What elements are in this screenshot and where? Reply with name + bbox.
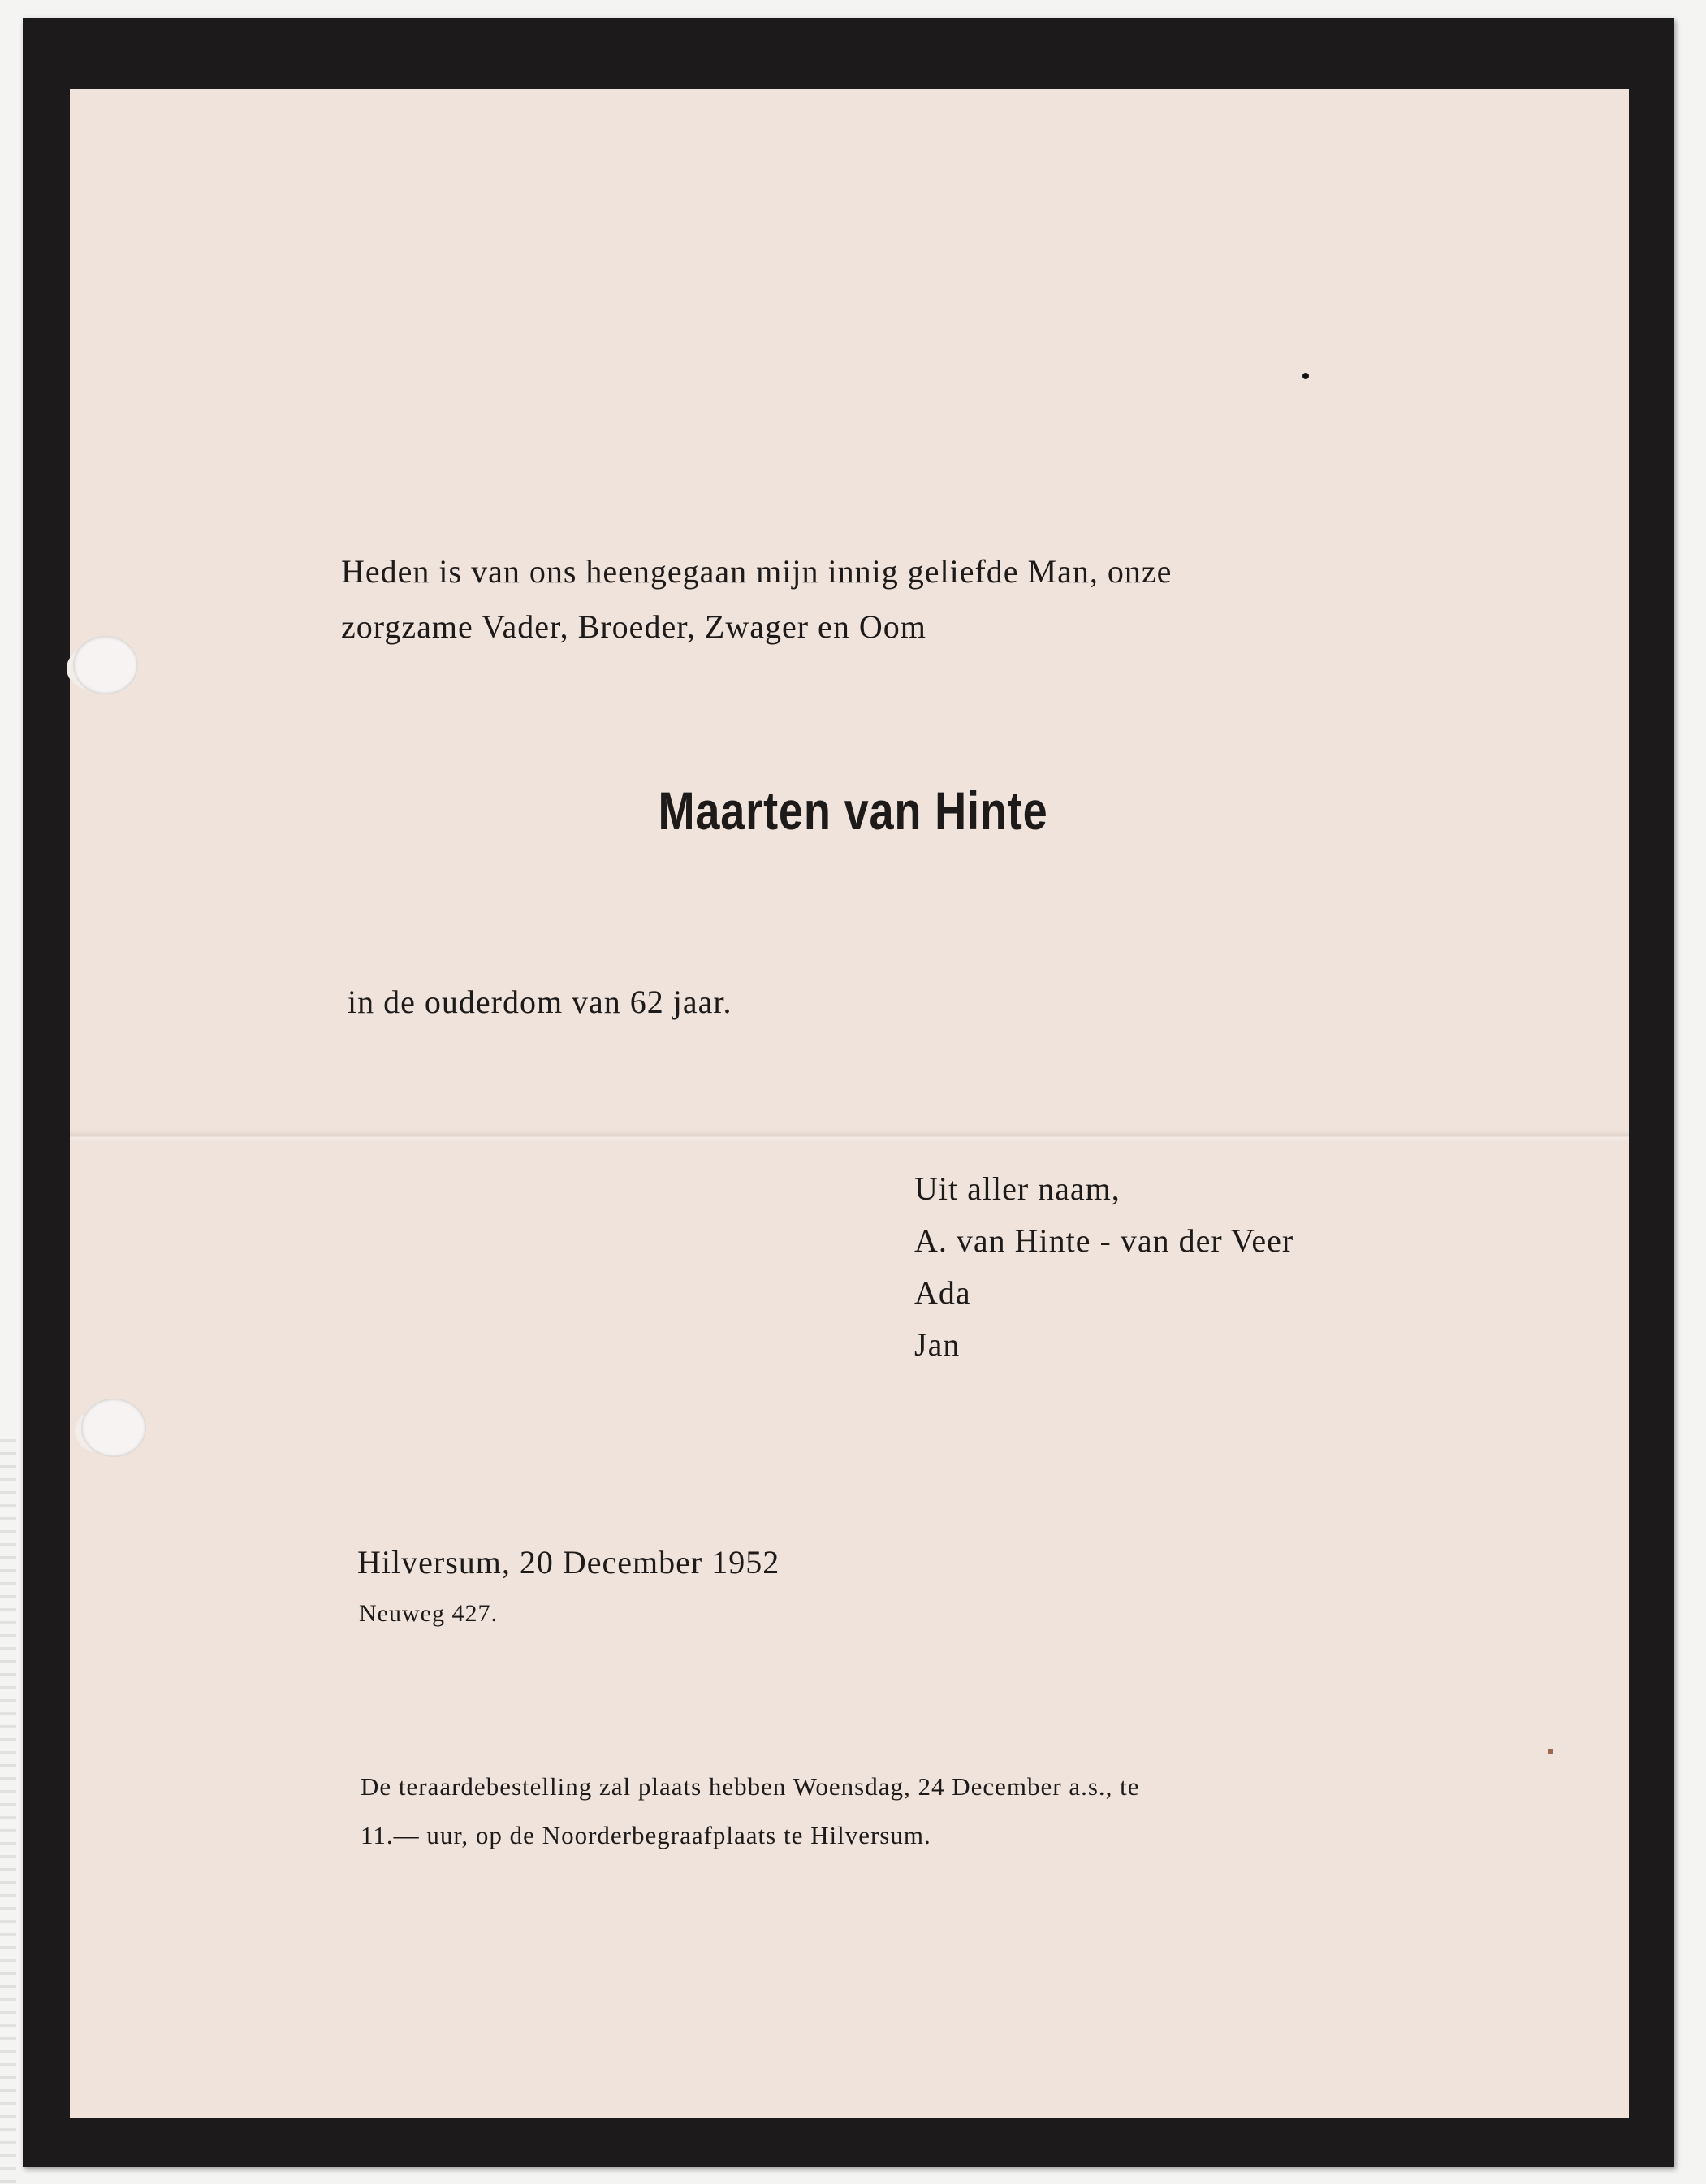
home-address: Neuweg 427.: [359, 1600, 498, 1627]
burial-line-2: 11.— uur, op de Noorderbegraafplaats te Hilversum.: [361, 1821, 931, 1849]
signature-heading: Uit aller naam,: [914, 1170, 1121, 1207]
deceased-name: Maarten van Hinte: [658, 781, 1048, 841]
signatory-name: Ada: [914, 1274, 971, 1311]
intro-line-2: zorgzame Vader, Broeder, Zwager en Oom: [341, 608, 926, 645]
announcement-intro: [341, 544, 1172, 655]
signatory-name: Jan: [914, 1326, 961, 1363]
punch-hole-top: [73, 636, 138, 694]
punch-hole-bottom: [81, 1399, 146, 1457]
burial-line-1: De teraardebestelling zal plaats hebben Woensdag, 24 December a.s., te: [361, 1772, 1140, 1801]
signature-block: [914, 1163, 1294, 1371]
place-and-date: Hilversum, 20 December 1952: [357, 1544, 780, 1581]
paper-fold-crease: [70, 1131, 1629, 1142]
intro-line-1: Heden is van ons heengegaan mijn innig geliefde Man, onze: [341, 553, 1173, 590]
stain-speck: [1548, 1749, 1553, 1754]
signatory-name: A. van Hinte - van der Veer: [914, 1222, 1294, 1259]
age-line: in de ouderdom van 62 jaar.: [348, 984, 732, 1020]
ink-speck: [1302, 373, 1309, 379]
binder-perforation: [0, 1429, 16, 2184]
burial-notice: [361, 1762, 1140, 1860]
